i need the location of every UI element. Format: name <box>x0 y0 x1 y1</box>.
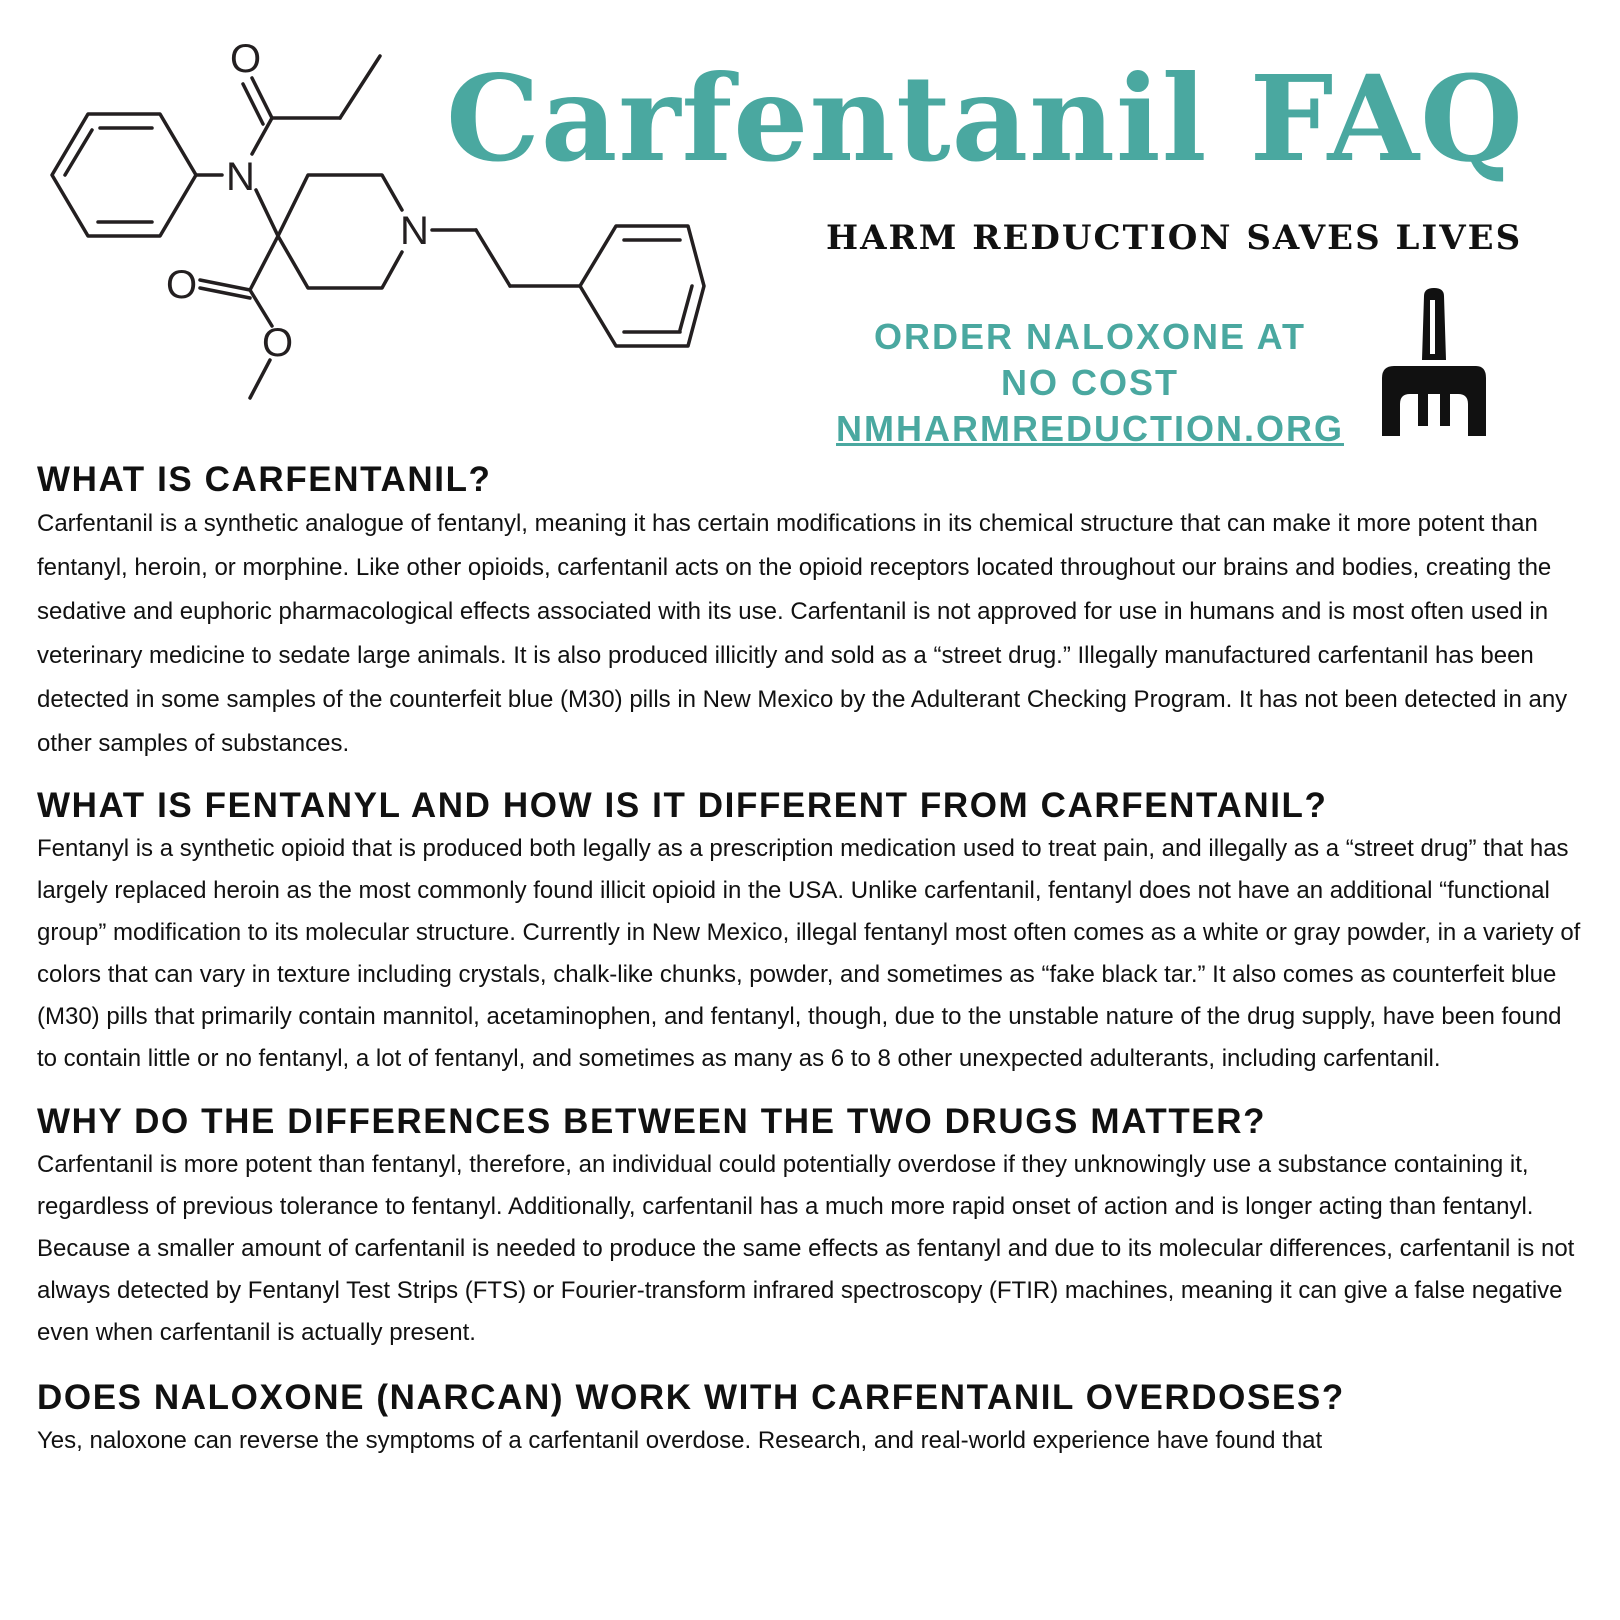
faq-heading: DOES NALOXONE (NARCAN) WORK WITH CARFENTANIL OVERDOSES? <box>37 1378 1345 1417</box>
order-naloxone-callout <box>800 314 1380 452</box>
page-title: Carfentanil FAQ <box>446 49 1524 188</box>
page-subtitle: HARM REDUCTION SAVES LIVES <box>826 218 1523 258</box>
oxygen-atom-carbonyl: O <box>230 37 262 81</box>
oxygen-atom-ester-carbonyl: O <box>166 263 198 307</box>
faq-section-why-differences-matter <box>37 1100 1587 1354</box>
faq-section-fentanyl-difference <box>37 784 1587 1080</box>
faq-section-naloxone <box>37 1376 1587 1462</box>
order-line-1: ORDER NALOXONE AT <box>873 316 1306 357</box>
faq-body: Carfentanil is a synthetic analogue of fentanyl, meaning it has certain modifications in its chemical structure that can make it more potent than fentanyl, heroin, or morphine. Like other opioids, carfentanil acts on the opioid receptors located throughout our brains and bodies, creating the sedative and euphoric pharmacological effects associated with its use. Carfentanil is not approved for use in humans and is most often used in veterinary medicine to sedate large animals. It is also produced illicitly and sold as a “street drug.” Illegally manufactured carfentanil has been detected in some samples of the counterfeit blue (M30) pills in New Mexico by the Adulterant Checking Program. It has not been detected in any other samples of substances. <box>37 510 1568 757</box>
faq-content <box>37 458 1587 1462</box>
nitrogen-atom-amide: N <box>226 155 255 199</box>
faq-heading: WHY DO THE DIFFERENCES BETWEEN THE TWO DRUGS MATTER? <box>37 1102 1267 1141</box>
naloxone-nasal-spray-icon <box>1376 286 1492 446</box>
faq-section-what-is-carfentanil <box>37 458 1587 766</box>
faq-body: Carfentanil is more potent than fentanyl, therefore, an individual could potentially overdose if they unknowingly use a substance containing it, regardless of previous tolerance to fentanyl. Additionally, carfentanil has a much more rapid onset of action and is longer acting than fentanyl. Because a smaller amount of carfentanil is needed to produce the same effects as fentanyl and due to its molecular differences, carfentanil is not always detected by Fentanyl Test Strips (FTS) or Fourier-transform infrared spectroscopy (FTIR) machines, meaning it can give a false negative even when carfentanil is actually present. <box>37 1151 1575 1346</box>
oxygen-atom-ester: O <box>262 321 294 365</box>
phenyl-ring-left <box>52 114 196 236</box>
order-line-2: NO COST <box>1000 362 1179 403</box>
phenyl-ring-right <box>580 226 704 346</box>
nmharmreduction-link[interactable]: NMHARMREDUCTION.ORG <box>836 408 1344 449</box>
faq-body: Fentanyl is a synthetic opioid that is produced both legally as a prescription medication used to treat pain, and illegally as a “street drug” that has largely replaced heroin as the most commonly found illicit opioid in the USA. Unlike carfentanil, fentanyl does not have an additional “functional group” modification to its molecular structure. Currently in New Mexico, illegal fentanyl most often comes as a white or gray powder, in a variety of colors that can vary in texture including crystals, chalk-like chunks, powder, and sometimes as “fake black tar.” It also comes as counterfeit blue (M30) pills that primarily contain mannitol, acetaminophen, and fentanyl, though, due to the unstable nature of the drug supply, have been found to contain little or no fentanyl, a lot of fentanyl, and sometimes as many as 6 to 8 other unexpected adulterants, including carfentanil. <box>37 835 1581 1072</box>
faq-heading: WHAT IS CARFENTANIL? <box>37 460 492 499</box>
faq-body: Yes, naloxone can reverse the symptoms of a carfentanil overdose. Research, and real-world experience have found that <box>37 1427 1323 1454</box>
nitrogen-atom-piperidine: N <box>400 209 429 253</box>
faq-heading: WHAT IS FENTANYL AND HOW IS IT DIFFERENT FROM CARFENTANIL? <box>37 786 1328 825</box>
